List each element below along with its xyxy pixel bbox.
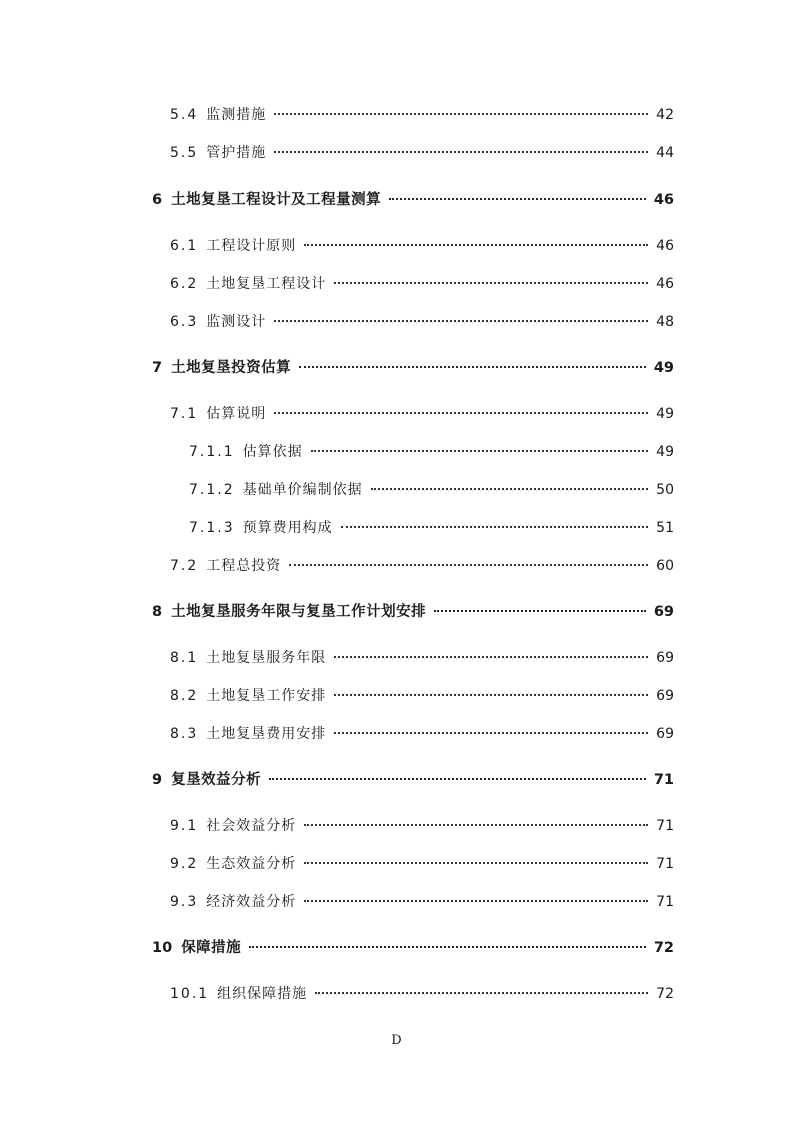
toc-entry[interactable] bbox=[152, 603, 674, 621]
toc-entry-title: 基础单价编制依据 bbox=[242, 482, 363, 498]
toc-entry-page-number: 49 bbox=[656, 444, 674, 460]
toc-entry[interactable] bbox=[170, 106, 674, 124]
toc-entry-title: 土地复垦服务年限与复垦工作计划安排 bbox=[171, 604, 427, 620]
toc-entry-title: 保障措施 bbox=[181, 940, 242, 956]
toc-entry-number: 6.1 bbox=[170, 238, 199, 254]
toc-entry[interactable] bbox=[170, 687, 674, 705]
toc-entry-page-number: 69 bbox=[656, 650, 674, 666]
toc-entry-page-number: 71 bbox=[653, 772, 674, 788]
toc-entry-title: 生态效益分析 bbox=[206, 856, 297, 872]
toc-entry[interactable] bbox=[189, 481, 674, 499]
toc-entry-page-number: 51 bbox=[656, 520, 674, 536]
toc-entry-page-number: 71 bbox=[656, 856, 674, 872]
toc-entry[interactable] bbox=[170, 985, 674, 1003]
toc-entry-number: 8.1 bbox=[170, 650, 199, 666]
toc-dot-leader bbox=[371, 488, 649, 490]
toc-dot-leader bbox=[274, 412, 648, 414]
toc-entry[interactable] bbox=[170, 313, 674, 331]
toc-entry-page-number: 46 bbox=[656, 238, 674, 254]
toc-entry-page-number: 71 bbox=[656, 818, 674, 834]
toc-entry[interactable] bbox=[170, 817, 674, 835]
toc-entry-page-number: 69 bbox=[656, 726, 674, 742]
toc-entry-number: 5.5 bbox=[170, 145, 199, 161]
toc-entry-number: 5.4 bbox=[170, 107, 199, 123]
toc-dot-leader bbox=[304, 862, 648, 864]
toc-dot-leader bbox=[311, 450, 649, 452]
toc-dot-leader bbox=[334, 694, 648, 696]
toc-entry[interactable] bbox=[170, 725, 674, 743]
toc-dot-leader bbox=[274, 320, 648, 322]
toc-dot-leader bbox=[341, 526, 649, 528]
toc-entry-title: 社会效益分析 bbox=[206, 818, 297, 834]
toc-entry[interactable] bbox=[170, 275, 674, 293]
toc-entry-number: 7.1.2 bbox=[189, 482, 235, 498]
toc-entry[interactable] bbox=[170, 557, 674, 575]
toc-entry-number: 8.3 bbox=[170, 726, 199, 742]
toc-entry-page-number: 72 bbox=[656, 986, 674, 1002]
toc-entry-page-number: 50 bbox=[656, 482, 674, 498]
toc-entry-number: 6 bbox=[152, 192, 163, 208]
toc-entry-title: 土地复垦工作安排 bbox=[206, 688, 327, 704]
toc-dot-leader bbox=[334, 282, 648, 284]
toc-entry-title: 组织保障措施 bbox=[217, 986, 308, 1002]
toc-entry[interactable] bbox=[152, 191, 674, 209]
toc-entry-title: 工程设计原则 bbox=[206, 238, 297, 254]
toc-entry-page-number: 48 bbox=[656, 314, 674, 330]
toc-entry-title: 土地复垦服务年限 bbox=[206, 650, 327, 666]
toc-entry-number: 8.2 bbox=[170, 688, 199, 704]
toc-entry[interactable] bbox=[152, 771, 674, 789]
toc-entry-page-number: 44 bbox=[656, 145, 674, 161]
toc-entry-number: 9.3 bbox=[170, 894, 199, 910]
toc-dot-leader bbox=[274, 151, 648, 153]
page-number: D bbox=[391, 1033, 402, 1048]
toc-dot-leader bbox=[434, 610, 646, 612]
toc-dot-leader bbox=[334, 656, 648, 658]
toc-entry-title: 预算费用构成 bbox=[242, 520, 333, 536]
toc-entry-title: 监测设计 bbox=[206, 314, 267, 330]
toc-entry-number: 8 bbox=[152, 604, 163, 620]
toc-entry-number: 7.1.1 bbox=[189, 444, 235, 460]
toc-entry[interactable] bbox=[152, 359, 674, 377]
toc-entry[interactable] bbox=[170, 855, 674, 873]
toc-entry-title: 管护措施 bbox=[206, 145, 267, 161]
toc-entry-number: 9.1 bbox=[170, 818, 199, 834]
toc-entry-title: 土地复垦工程设计及工程量测算 bbox=[171, 192, 382, 208]
toc-entry-page-number: 42 bbox=[656, 107, 674, 123]
toc-entry[interactable] bbox=[189, 443, 674, 461]
toc-entry-page-number: 72 bbox=[653, 940, 674, 956]
toc-entry-title: 监测措施 bbox=[206, 107, 267, 123]
toc-entry-number: 7 bbox=[152, 360, 163, 376]
toc-entry[interactable] bbox=[170, 893, 674, 911]
toc-entry-number: 10.1 bbox=[170, 986, 210, 1002]
toc-entry-title: 估算依据 bbox=[242, 444, 303, 460]
toc-entry-page-number: 69 bbox=[656, 688, 674, 704]
toc-entry-title: 经济效益分析 bbox=[206, 894, 297, 910]
toc-entry-number: 7.1.3 bbox=[189, 520, 235, 536]
toc-entry[interactable] bbox=[170, 649, 674, 667]
toc-entry[interactable] bbox=[170, 405, 674, 423]
toc-entry-title: 土地复垦投资估算 bbox=[171, 360, 292, 376]
toc-dot-leader bbox=[289, 564, 648, 566]
toc-dot-leader bbox=[334, 732, 648, 734]
toc-entry-page-number: 60 bbox=[656, 558, 674, 574]
toc-entry-number: 9 bbox=[152, 772, 163, 788]
toc-entry-number: 6.3 bbox=[170, 314, 199, 330]
toc-entry-number: 6.2 bbox=[170, 276, 199, 292]
toc-dot-leader bbox=[274, 113, 648, 115]
toc-entry-title: 土地复垦工程设计 bbox=[206, 276, 327, 292]
toc-entry-page-number: 46 bbox=[656, 276, 674, 292]
toc-entry-page-number: 71 bbox=[656, 894, 674, 910]
toc-entry-page-number: 49 bbox=[653, 360, 674, 376]
toc-dot-leader bbox=[389, 198, 646, 200]
toc-entry-number: 9.2 bbox=[170, 856, 199, 872]
toc-entry[interactable] bbox=[152, 939, 674, 957]
toc-dot-leader bbox=[304, 244, 648, 246]
toc-entry-page-number: 69 bbox=[653, 604, 674, 620]
toc-dot-leader bbox=[304, 824, 648, 826]
toc-dot-leader bbox=[304, 900, 648, 902]
toc-dot-leader bbox=[269, 778, 646, 780]
toc-entry-number: 7.2 bbox=[170, 558, 199, 574]
toc-entry-page-number: 46 bbox=[653, 192, 674, 208]
toc-dot-leader bbox=[249, 946, 646, 948]
toc-entry[interactable] bbox=[170, 144, 674, 162]
toc-dot-leader bbox=[299, 366, 646, 368]
toc-entry[interactable] bbox=[189, 519, 674, 537]
toc-entry-title: 估算说明 bbox=[206, 406, 267, 422]
toc-entry-title: 土地复垦费用安排 bbox=[206, 726, 327, 742]
toc-entry-number: 7.1 bbox=[170, 406, 199, 422]
toc-entry-title: 复垦效益分析 bbox=[171, 772, 262, 788]
toc-dot-leader bbox=[315, 992, 648, 994]
toc-entry-number: 10 bbox=[152, 940, 173, 956]
toc-entry-page-number: 49 bbox=[656, 406, 674, 422]
toc-entry-title: 工程总投资 bbox=[206, 558, 282, 574]
toc-entry[interactable] bbox=[170, 237, 674, 255]
